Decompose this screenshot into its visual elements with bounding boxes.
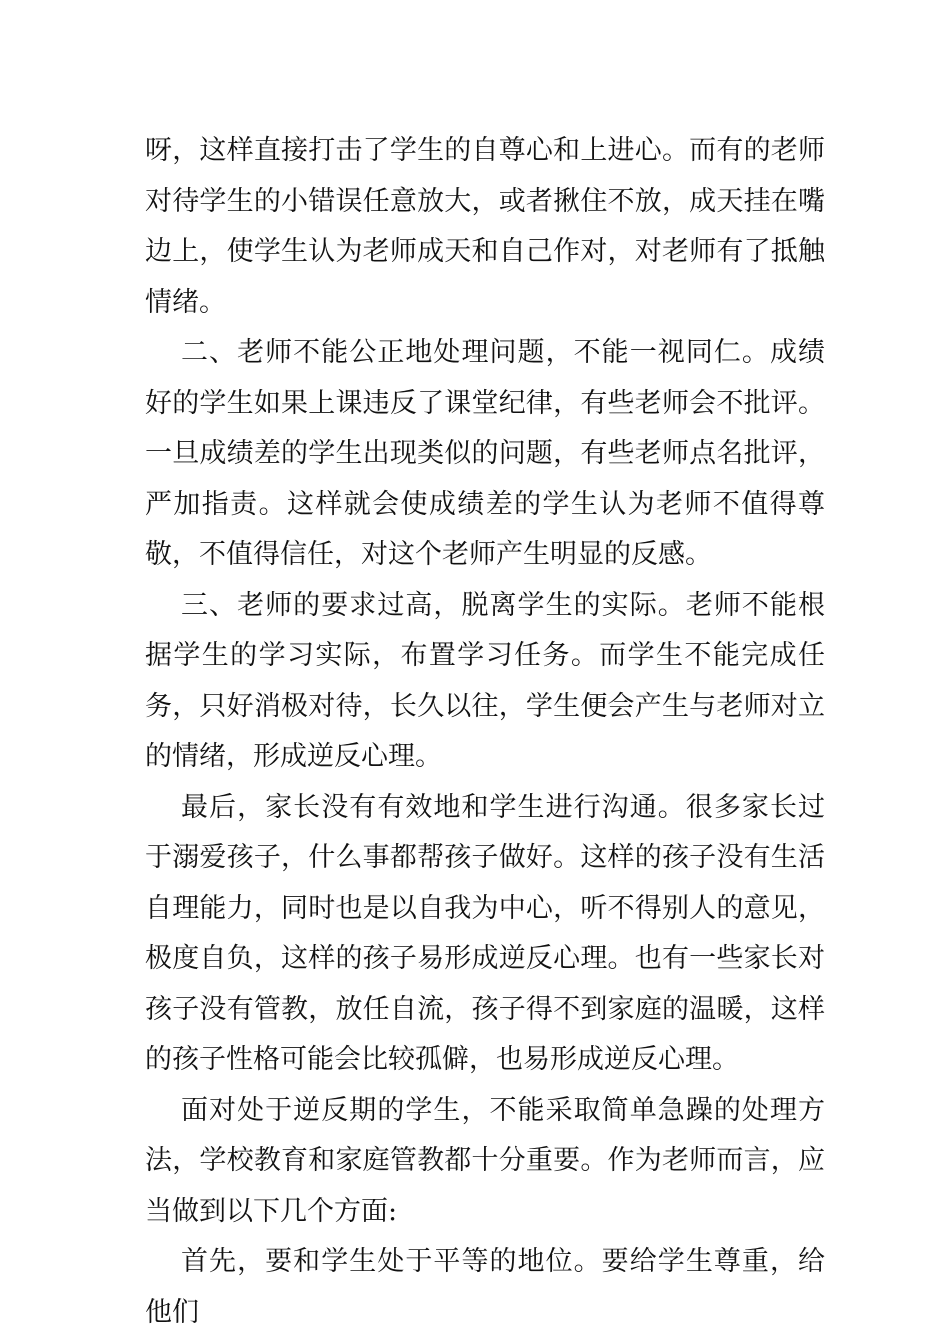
paragraph-2: 二、老师不能公正地处理问题，不能一视同仁。成绩好的学生如果上课违反了课堂纪律，有些老师会不批评。一旦成绩差的学生出现类似的问题，有些老师点名批评，严加指责。这样就会使成绩差的学生认为老师不值得尊敬，不值得信任，对这个老师产生明显的反感。 [145,337,825,570]
paragraph-6: 首先，要和学生处于平等的地位。要给学生尊重，给他们 [145,1246,825,1328]
paragraph-3: 三、老师的要求过高，脱离学生的实际。老师不能根据学生的学习实际，布置学习任务。而学生不能完成任务，只好消极对待，长久以往，学生便会产生与老师对立的情绪，形成逆反心理。 [145,589,825,772]
document-body [145,126,825,1338]
paragraph-1: 呀，这样直接打击了学生的自尊心和上进心。而有的老师对待学生的小错误任意放大，或者揪住不放，成天挂在嘴边上，使学生认为老师成天和自己作对，对老师有了抵触情绪。 [145,135,825,318]
paragraph-5: 面对处于逆反期的学生，不能采取简单急躁的处理方法，学校教育和家庭管教都十分重要。作为老师而言，应当做到以下几个方面: [145,1094,825,1227]
paragraph-4: 最后，家长没有有效地和学生进行沟通。很多家长过于溺爱孩子，什么事都帮孩子做好。这样的孩子没有生活自理能力，同时也是以自我为中心，听不得别人的意见，极度自负，这样的孩子易形成逆反心理。也有一些家长对孩子没有管教，放任自流，孩子得不到家庭的温暖，这样的孩子性格可能会比较孤僻，也易形成逆反心理。 [145,791,825,1075]
